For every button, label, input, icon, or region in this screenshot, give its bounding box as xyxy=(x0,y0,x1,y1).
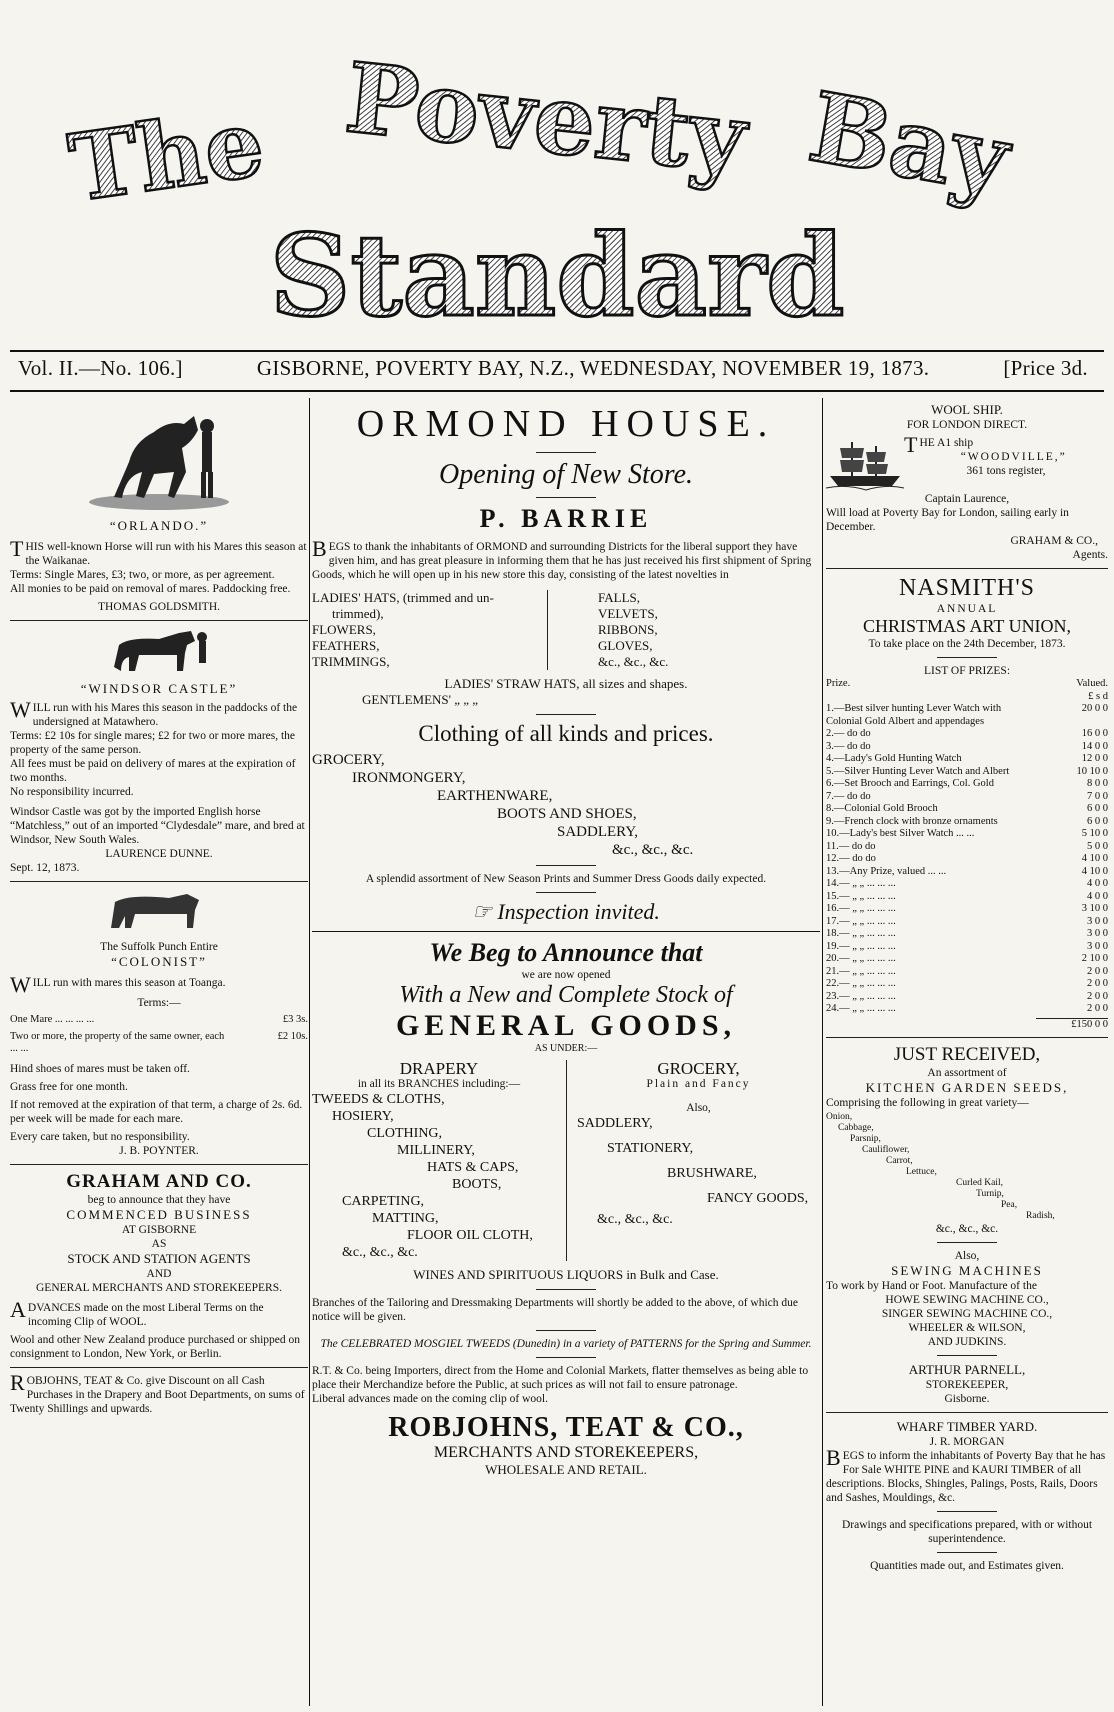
prize-value: 2 0 0 xyxy=(1087,990,1108,1002)
prize-row xyxy=(826,866,1108,879)
robjohns-departments xyxy=(312,1060,820,1261)
list-item: Parsnip, xyxy=(850,1134,881,1144)
divider xyxy=(312,931,820,932)
timber-name: J. R. MORGAN xyxy=(929,1436,1005,1448)
ormond-subtitle: Opening of New Store. xyxy=(438,459,694,490)
list-item: FALLS, xyxy=(598,590,641,605)
prize-row xyxy=(826,753,1108,766)
robjohns-announce: We Beg to Announce that xyxy=(429,938,703,967)
ormond-title: ORMOND HOUSE. xyxy=(356,403,776,445)
list-item: Cabbage, xyxy=(838,1123,874,1133)
divider xyxy=(937,1511,997,1512)
ormond-items-left xyxy=(312,590,548,670)
column-left xyxy=(10,402,308,1416)
list-item: FLOOR OIL CLOTH, xyxy=(407,1228,533,1243)
nasmith-ad xyxy=(826,575,1108,1031)
colonist-text: WILL run with mares this season at Toanga. xyxy=(10,972,226,997)
prize-value: 3 10 0 xyxy=(1081,903,1108,914)
timber-title: WHARF TIMBER YARD. xyxy=(896,1419,1038,1434)
prize-value: 5 10 0 xyxy=(1081,828,1108,839)
divider xyxy=(536,497,596,498)
prize-row xyxy=(826,878,1108,891)
divider xyxy=(937,1242,997,1243)
list-item: IRONMONGERY, xyxy=(352,770,466,786)
parnell-ad xyxy=(826,1044,1108,1406)
robjohns-branches-tailoring: Branches of the Tailoring and Dressmaking Departments will shortly be added to the above, of which due notice will be given. xyxy=(312,1297,799,1323)
ormond-house-ad xyxy=(312,402,820,925)
prize-header xyxy=(826,678,1108,691)
seeds-kitchen: KITCHEN GARDEN SEEDS, xyxy=(865,1080,1069,1095)
currency-header xyxy=(826,691,1108,704)
list-item: HOSIERY, xyxy=(332,1109,394,1124)
prize-value: 16 0 0 xyxy=(1081,728,1108,739)
windsor-pedigree: Windsor Castle was got by the imported English horse “Matchless,” out of an imported “Clydesdale” mare, and bred at Windsor, New South Wales. xyxy=(10,806,305,846)
colonist-two-label: Two or more, the property of the same owner, each ... ... xyxy=(10,1030,225,1054)
prize-row xyxy=(826,966,1108,979)
seeds-assortment: An assortment of xyxy=(927,1067,1007,1079)
graham-line3: AT GISBORNE xyxy=(121,1223,197,1236)
list-item: HATS & CAPS, xyxy=(427,1160,519,1175)
wool-ship-ad xyxy=(826,402,1108,562)
graham-ad xyxy=(10,1171,308,1361)
prize-description: 13.—Any Prize, valued ... ... xyxy=(826,865,947,877)
masthead-rule xyxy=(10,350,1104,352)
prize-row xyxy=(826,728,1108,741)
colonist-two-price: £2 10s. xyxy=(277,1030,308,1042)
prize-row xyxy=(826,941,1108,954)
prize-value: 2 0 0 xyxy=(1087,965,1108,977)
prize-row xyxy=(826,803,1108,816)
list-item: trimmed), xyxy=(332,606,384,621)
suffolk-punch-icon xyxy=(99,888,219,936)
prize-value: 3 0 0 xyxy=(1087,940,1108,952)
list-item: BOOTS AND SHOES, xyxy=(497,806,637,822)
prize-description: 18.— „ „ ... ... ... xyxy=(826,928,896,939)
prize-value: 20 0 0 xyxy=(1081,703,1108,714)
robjohns-name: ROBJOHNS, TEAT & CO., xyxy=(388,1412,744,1443)
robjohns-drapery: DRAPERY xyxy=(399,1059,479,1078)
divider xyxy=(937,1355,997,1356)
divider xyxy=(10,620,308,621)
draught-horse-icon xyxy=(99,627,219,677)
robjohns-opened: we are now opened xyxy=(521,969,611,981)
colonist-hind: Hind shoes of mares must be taken off. xyxy=(10,1062,190,1075)
prize-description: 12.— do do xyxy=(826,853,876,864)
prize-value: 4 0 0 xyxy=(1087,878,1108,889)
graham-line4: AS xyxy=(151,1237,167,1250)
prize-description: 22.— „ „ ... ... ... xyxy=(826,978,896,989)
wool-ship-will-load: Will load at Poverty Bay for London, sailing early in December. xyxy=(826,507,1069,533)
graham-advances: ADVANCES made on the most Liberal Terms on the incoming Clip of WOOL. xyxy=(10,1296,264,1328)
column-right xyxy=(826,402,1108,1573)
robjohns-general: GENERAL GOODS, xyxy=(395,1009,737,1042)
graham-wool: Wool and other New Zealand produce purchased or shipped on consignment to London, New York, or Berlin. xyxy=(10,1333,300,1360)
list-item: CARPETING, xyxy=(342,1194,425,1209)
prize-row xyxy=(826,928,1108,941)
prize-value: 6 0 0 xyxy=(1087,803,1108,814)
prize-description: 7.— do do xyxy=(826,790,871,802)
masthead-word-standard: Standard xyxy=(269,211,845,342)
prize-row xyxy=(826,766,1108,779)
nasmith-art-union: CHRISTMAS ART UNION, xyxy=(862,616,1072,636)
wool-ship-tons: 361 tons register, xyxy=(966,465,1046,477)
windsor-text: WILL run with his Mares this season in the paddocks of the undersigned at Matawhero. xyxy=(10,697,298,728)
colonist-one-mare-price: £3 3s. xyxy=(282,1014,308,1025)
volume-number: Vol. II.—No. 106.] xyxy=(18,356,183,380)
graham-line7: GENERAL MERCHANTS AND STOREKEEPERS. xyxy=(36,1281,282,1294)
list-item: Carrot, xyxy=(886,1156,913,1166)
divider xyxy=(536,1330,596,1331)
windsor-signature: LAURENCE DUNNE. xyxy=(105,848,213,860)
colonist-two-row xyxy=(10,1031,308,1056)
list-item: Lettuce, xyxy=(906,1167,937,1177)
prize-value: 4 10 0 xyxy=(1081,853,1108,864)
prize-description: 15.— „ „ ... ... ... xyxy=(826,890,896,902)
masthead-word-the: The xyxy=(62,88,271,223)
prize-description: 19.— „ „ ... ... ... xyxy=(826,940,896,952)
colonist-ad xyxy=(10,888,308,1158)
sailing-ship-icon xyxy=(826,436,904,492)
list-item: &c., &c., &c. xyxy=(612,842,694,858)
divider xyxy=(937,657,997,658)
prize-description: 20.— „ „ ... ... ... xyxy=(826,953,896,964)
prize-description: 10.—Lady's best Silver Watch ... ... xyxy=(826,828,975,839)
prize-value: 14 0 0 xyxy=(1081,740,1108,752)
prize-column-label: Prize. xyxy=(826,678,851,689)
robjohns-left xyxy=(312,1060,567,1261)
list-item: FANCY GOODS, xyxy=(707,1191,809,1206)
list-item: &c., &c., &c. xyxy=(598,654,669,669)
robjohns-with: With a New and Complete Stock of xyxy=(399,982,733,1008)
colonist-charge: If not removed at the expiration of that term, a charge of 2s. 6d. per week will be made for each mare. xyxy=(10,1098,303,1125)
windsor-castle-ad xyxy=(10,627,308,875)
divider xyxy=(10,1367,308,1368)
prize-row xyxy=(826,816,1108,829)
prize-value: 3 0 0 xyxy=(1087,915,1108,927)
list-item: RIBBONS, xyxy=(598,622,658,637)
wool-ship-title: WOOL SHIP. xyxy=(931,402,1003,417)
list-item: Cauliflower, xyxy=(862,1145,910,1155)
list-item: Radish, xyxy=(1026,1211,1055,1221)
robjohns-branches: in all its BRANCHES including:— xyxy=(357,1078,521,1090)
ormond-clothing: Clothing of all kinds and prices. xyxy=(418,721,714,746)
prize-list xyxy=(826,703,1108,1016)
prize-value: 2 0 0 xyxy=(1087,1003,1108,1014)
prize-description: 6.—Set Brooch and Earrings, Col. Gold xyxy=(826,778,994,789)
prize-description: 11.— do do xyxy=(826,840,876,852)
list-item: SADDLERY, xyxy=(577,1116,653,1131)
column-rule-1 xyxy=(309,398,310,1706)
prize-row xyxy=(826,991,1108,1004)
masthead xyxy=(0,0,1114,345)
prize-description: 9.—French clock with bronze ornaments xyxy=(826,815,998,827)
windsor-title: “WINDSOR CASTLE” xyxy=(80,681,238,696)
prize-description: 23.— „ „ ... ... ... xyxy=(826,990,896,1002)
wool-ship-body xyxy=(826,432,1108,492)
masthead-word-bay: Bay xyxy=(801,70,1018,217)
prize-description: 24.— „ „ ... ... ... xyxy=(826,1003,896,1014)
divider xyxy=(10,1164,308,1165)
prize-description: 14.— „ „ ... ... ... xyxy=(826,878,896,889)
wool-ship-agents-label: Agents. xyxy=(1072,549,1108,561)
parnell-name: ARTHUR PARNELL, xyxy=(908,1362,1026,1377)
prize-value: 7 0 0 xyxy=(1087,790,1108,802)
robjohns-tweeds: The CELEBRATED MOSGIEL TWEEDS (Dunedin) in a variety of PATTERNS for the Spring and Summer. xyxy=(320,1338,812,1350)
prize-row xyxy=(826,703,1108,728)
colonist-signature: J. B. POYNTER. xyxy=(119,1144,199,1157)
prize-total-row xyxy=(826,1019,1108,1032)
prize-value: 8 0 0 xyxy=(1087,778,1108,789)
list-item: CLOTHING, xyxy=(367,1126,443,1141)
wool-ship-details xyxy=(904,432,1108,492)
list-item: &c., &c., &c. xyxy=(597,1212,673,1227)
prize-description: 17.— „ „ ... ... ... xyxy=(826,915,896,927)
divider xyxy=(536,1357,596,1358)
colonist-title: “COLONIST” xyxy=(111,954,207,969)
masthead-lettering xyxy=(0,0,1114,345)
list-item: MATTING, xyxy=(372,1211,439,1226)
column-rule-2 xyxy=(822,398,823,1706)
orlando-text: THIS well-known Horse will run with his Mares this season at the Waikanae. xyxy=(10,536,307,567)
robjohns-as-under: AS UNDER:— xyxy=(534,1043,598,1054)
windsor-date: Sept. 12, 1873. xyxy=(10,862,80,874)
prize-value: 3 0 0 xyxy=(1087,928,1108,939)
ormond-items-right xyxy=(548,590,668,670)
list-item: EARTHENWARE, xyxy=(437,788,553,804)
ormond-items xyxy=(312,590,820,670)
wool-ship-ship: “WOODVILLE,” xyxy=(960,451,1067,463)
divider xyxy=(536,892,596,893)
graham-title: GRAHAM AND CO. xyxy=(66,1170,252,1192)
list-item: MILLINERY, xyxy=(397,1143,475,1158)
place-date: GISBORNE, POVERTY BAY, N.Z., WEDNESDAY, NOVEMBER 19, 1873. xyxy=(256,356,930,380)
prize-description: 16.— „ „ ... ... ... xyxy=(826,903,896,914)
colonist-one-mare-label: One Mare ... ... ... ... xyxy=(10,1014,95,1025)
list-item: STATIONERY, xyxy=(607,1141,694,1156)
pointing-hand-icon: ☞ xyxy=(472,899,498,924)
prize-value: 2 10 0 xyxy=(1081,953,1108,964)
nasmith-date: To take place on the 24th December, 1873. xyxy=(868,638,1066,650)
colonist-grass: Grass free for one month. xyxy=(10,1080,128,1093)
prize-row xyxy=(826,791,1108,804)
prize-row xyxy=(826,891,1108,904)
list-item: VELVETS, xyxy=(598,606,658,621)
nasmith-list-title: LIST OF PRIZES: xyxy=(923,665,1011,677)
wool-ship-captain: Captain Laurence, xyxy=(924,493,1010,505)
robjohns-right xyxy=(567,1060,820,1261)
prize-description: 4.—Lady's Gold Hunting Watch xyxy=(826,753,962,764)
robjohns-discount: ROBJOHNS, TEAT & Co. give Discount on all Cash Purchases in the Drapery and Boot Departments, on sums of Twenty Shillings and upwards. xyxy=(10,1369,305,1415)
orlando-title: “ORLANDO.” xyxy=(109,518,209,533)
list-item: BOOTS, xyxy=(452,1177,502,1192)
prize-description: 2.— do do xyxy=(826,728,871,739)
divider xyxy=(536,452,596,453)
list-item: GROCERY, xyxy=(312,752,385,768)
dateline-rule xyxy=(10,390,1104,392)
orlando-signature: THOMAS GOLDSMITH. xyxy=(97,601,221,613)
parnell-storekeeper: STOREKEEPER, xyxy=(925,1379,1009,1391)
ormond-gentlemens: GENTLEMENS' „ „ „ xyxy=(362,692,479,707)
seeds-sewing: SEWING MACHINES xyxy=(891,1263,1043,1278)
list-item: FEATHERS, xyxy=(312,638,380,653)
orlando-ad xyxy=(10,402,308,614)
robjohns-plain: Plain and Fancy xyxy=(646,1078,751,1090)
ormond-stack xyxy=(312,751,820,859)
prize-value: 12 0 0 xyxy=(1081,753,1108,764)
masthead-word-poverty: Poverty xyxy=(340,40,752,196)
list-item: SINGER SEWING MACHINE CO., xyxy=(881,1308,1053,1320)
graham-line6: AND xyxy=(146,1267,172,1280)
prize-row xyxy=(826,916,1108,929)
robjohns-liberal: Liberal advances made on the coming clip of wool. xyxy=(312,1393,548,1405)
robjohns-importers: R.T. & Co. being Importers, direct from the Home and Colonial Markets, flatter themselves as being able to place their Merchandize before the Public, at such prices as will not fail to ensure patronage. xyxy=(312,1365,809,1391)
wool-ship-subtitle: FOR LONDON DIRECT. xyxy=(906,419,1028,431)
divider xyxy=(10,881,308,882)
parnell-place: Gisborne. xyxy=(944,1393,990,1405)
list-item: Pea, xyxy=(1001,1200,1018,1210)
list-item: AND JUDKINS. xyxy=(927,1336,1007,1348)
prize-value: 6 0 0 xyxy=(1087,815,1108,827)
robjohns-grocery: GROCERY, xyxy=(657,1059,740,1078)
ormond-inspection: Inspection invited. xyxy=(497,899,660,924)
windsor-fees: All fees must be paid on delivery of mares at the expiration of two months. xyxy=(10,758,296,784)
timber-text: BEGS to inform the inhabitants of Poverty Bay that he has For Sale WHITE PINE and KAURI TIMBER of all descriptions. Blocks, Shingles, Palings, Posts, Rails, Doors and Sashes, Mouldings, &c. xyxy=(826,1445,1106,1504)
prize-row xyxy=(826,853,1108,866)
list-item: GLOVES, xyxy=(598,638,653,653)
divider xyxy=(826,1037,1108,1038)
column-center xyxy=(312,402,820,1478)
prize-row xyxy=(826,953,1108,966)
list-item: Onion, xyxy=(826,1112,853,1122)
seeds-title: JUST RECEIVED, xyxy=(893,1044,1041,1065)
prize-description: 8.—Colonial Gold Brooch xyxy=(826,803,938,814)
seeds-to-work: To work by Hand or Foot. Manufacture of the xyxy=(826,1280,1037,1292)
robjohns-merchants: MERCHANTS AND STOREKEEPERS, xyxy=(433,1444,699,1461)
colonist-care: Every care taken, but no responsibility. xyxy=(10,1130,190,1143)
timber-yard-ad xyxy=(826,1419,1108,1573)
prize-row xyxy=(826,841,1108,854)
graham-line2: COMMENCED BUSINESS xyxy=(66,1206,252,1222)
prize-description: 21.— „ „ ... ... ... xyxy=(826,965,896,977)
divider xyxy=(536,865,596,866)
prize-description: 5.—Silver Hunting Lever Watch and Albert xyxy=(826,765,1010,777)
prize-description: 1.—Best silver hunting Lever Watch with Colonial Gold Albert and appendages xyxy=(826,703,1002,727)
list-item: Turnip, xyxy=(976,1189,1004,1199)
nasmith-annual: ANNUAL xyxy=(936,603,998,615)
colonist-one-mare-row xyxy=(10,1014,308,1027)
ormond-assortment: A splendid assortment of New Season Prints and Summer Dress Goods daily expected. xyxy=(365,873,767,885)
robjohns-wholesale: WHOLESALE AND RETAIL. xyxy=(485,1462,647,1477)
list-item: LADIES' HATS, (trimmed and un- xyxy=(312,590,494,605)
timber-quantities: Quantities made out, and Estimates given. xyxy=(870,1560,1064,1572)
prize-value: 2 0 0 xyxy=(1087,978,1108,989)
robjohns-also: Also, xyxy=(686,1102,711,1114)
prize-description: 3.— do do xyxy=(826,740,871,752)
list-item: &c., &c., &c. xyxy=(342,1245,418,1260)
divider xyxy=(937,1552,997,1553)
list-item: HOWE SEWING MACHINE CO., xyxy=(885,1294,1049,1306)
orlando-monies: All monies to be paid on removal of mares. Paddocking free. xyxy=(10,583,291,595)
prize-row xyxy=(826,828,1108,841)
ormond-proprietor: P. BARRIE xyxy=(479,504,653,533)
timber-drawings: Drawings and specifications prepared, with or without superintendence. xyxy=(841,1519,1093,1545)
prize-row xyxy=(826,978,1108,991)
prize-total: £150 0 0 xyxy=(1071,1018,1108,1030)
graham-line5: STOCK AND STATION AGENTS xyxy=(67,1250,251,1266)
list-item: WHEELER & WILSON, xyxy=(908,1322,1026,1334)
issue-price: [Price 3d. xyxy=(1003,356,1088,380)
prize-value: 4 0 0 xyxy=(1087,890,1108,902)
ormond-inspection-row xyxy=(312,899,820,925)
orlando-terms: Terms: Single Mares, £3; two, or more, as per agreement. xyxy=(10,569,275,581)
list-item: Curled Kail, xyxy=(956,1178,1003,1188)
list-item: SADDLERY, xyxy=(557,824,638,840)
wool-ship-text1: THE A1 ship xyxy=(904,432,974,457)
divider xyxy=(826,1412,1108,1413)
dateline xyxy=(18,356,1088,386)
prize-row xyxy=(826,741,1108,754)
ormond-straw: LADIES' STRAW HATS, all sizes and shapes. xyxy=(444,676,688,691)
rearing-horse-icon xyxy=(74,402,244,512)
divider xyxy=(536,1289,596,1290)
list-item: TWEEDS & CLOTHS, xyxy=(312,1092,445,1107)
graham-line1: beg to announce that they have xyxy=(87,1193,231,1206)
windsor-terms: Terms: £2 10s for single mares; £2 for two or more mares, the property of the same person. xyxy=(10,730,296,756)
prize-row xyxy=(826,1003,1108,1016)
valued-column-label: Valued. xyxy=(1076,678,1108,689)
prize-row xyxy=(826,903,1108,916)
list-item: FLOWERS, xyxy=(312,622,376,637)
robjohns-ad xyxy=(312,938,820,1478)
robjohns-wines: WINES AND SPIRITUOUS LIQUORS in Bulk and Case. xyxy=(413,1267,719,1282)
seeds-list xyxy=(826,1112,1108,1222)
prize-row xyxy=(826,778,1108,791)
wool-ship-agents: GRAHAM & CO., xyxy=(1010,535,1098,547)
list-item: TRIMMINGS, xyxy=(312,654,390,669)
seeds-etc: &c., &c., &c. xyxy=(935,1223,999,1235)
divider xyxy=(826,568,1108,569)
divider xyxy=(536,714,596,715)
list-item: BRUSHWARE, xyxy=(667,1166,757,1181)
colonist-subtitle: The Suffolk Punch Entire xyxy=(100,941,218,953)
nasmith-title: NASMITH'S xyxy=(898,575,1035,601)
lsd-label: £ s d xyxy=(1088,690,1108,702)
windsor-responsibility: No responsibility incurred. xyxy=(10,786,134,798)
prize-value: 4 10 0 xyxy=(1081,865,1108,877)
colonist-terms-heading: Terms:— xyxy=(137,997,181,1009)
ormond-text: BEGS to thank the inhabitants of ORMOND and surrounding Districts for the liberal support they have given him, and has great pleasure in informing them that he has just received his first shipment of Spring Goods, which he will open up in his new store this day, consisting of the latest novelties in xyxy=(312,536,812,581)
seeds-also: Also, xyxy=(954,1250,980,1262)
prize-value: 10 10 0 xyxy=(1076,765,1108,777)
seeds-comprising: Comprising the following in great variety— xyxy=(826,1097,1029,1109)
prize-value: 5 0 0 xyxy=(1087,840,1108,852)
